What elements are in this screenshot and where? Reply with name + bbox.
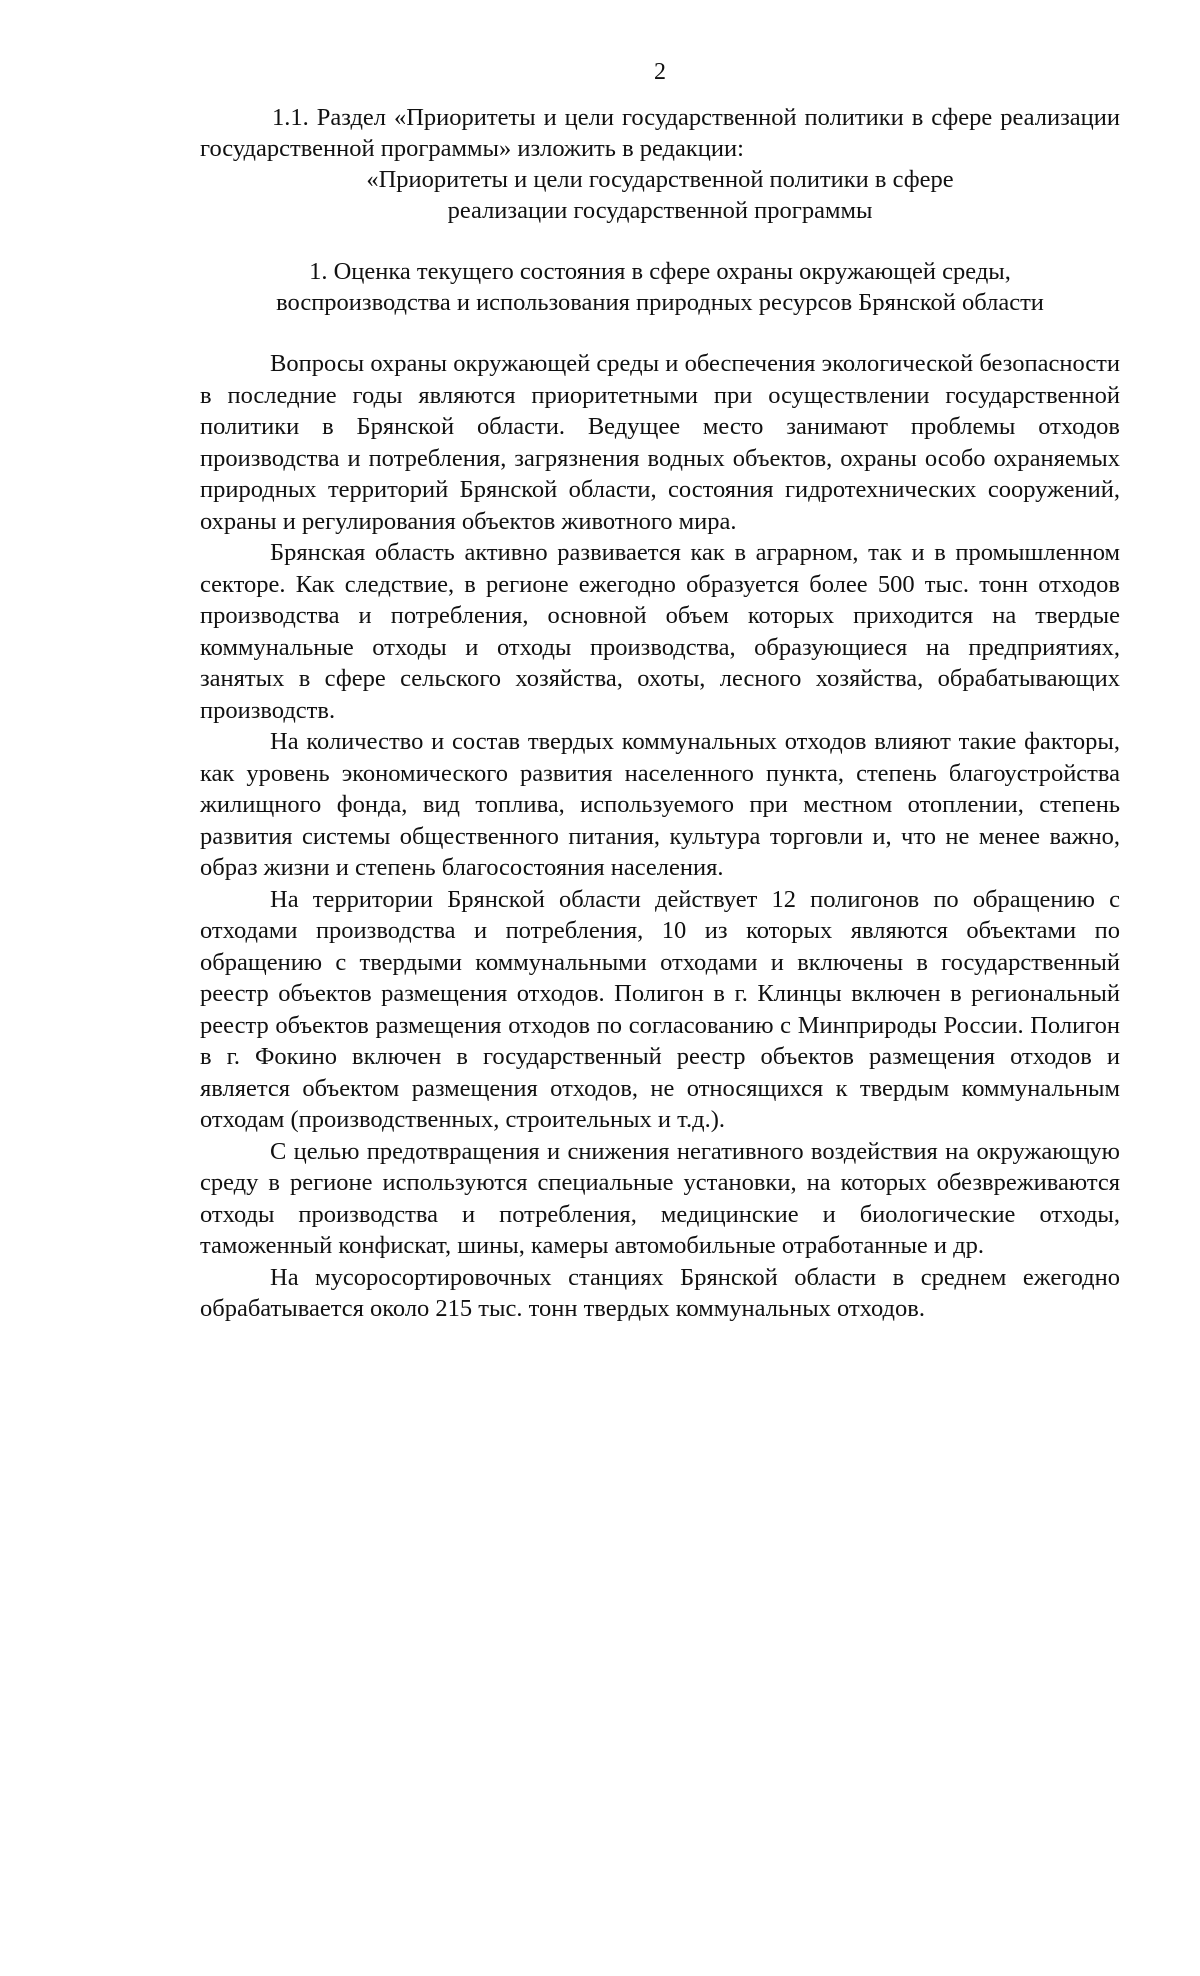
body-paragraph: С целью предотвращения и снижения негативного воздействия на окружающую среду в регионе используются специальные установки, на которых обезвреживаются отходы производства и потребления, медицинские и биологические отходы, таможенный конфискат, шины, камеры автомобильные отработанные и др. <box>200 1137 1120 1259</box>
section-heading-line-1: 1. Оценка текущего состояния в сфере охраны окружающей среды, <box>309 258 1011 285</box>
body-paragraph: На мусоросортировочных станциях Брянской области в среднем ежегодно обрабатывается около 215 тыс. тонн твердых коммунальных отходов. <box>200 1263 1120 1322</box>
body-paragraph: На территории Брянской области действует 12 полигонов по обращению с отходами производства и потребления, 10 из которых являются объектами по обращению с твердыми коммунальными отходами и включены в государственный реестр объектов размещения отходов. Полигон в г. Клинцы включен в региональный реестр объектов размещения отходов по согласованию с Минприроды России. Полигон в г. Фокино включен в государственный реестр объектов размещения отходов и является объектом размещения отходов, не относящихся к твердым коммунальным отходам (производственных, строительных и т.д.). <box>200 885 1120 1133</box>
section-heading <box>200 256 1120 318</box>
amendment-intro: 1.1. Раздел «Приоритеты и цели государственной политики в сфере реализации государственной программы» изложить в редакции: <box>200 104 1120 162</box>
body-paragraph: На количество и состав твердых коммунальных отходов влияют такие факторы, как уровень экономического развития населенного пункта, степень благоустройства жилищного фонда, вид топлива, используемого при местном отоплении, степень развития системы общественного питания, культура торговли и, что не менее важно, образ жизни и степень благосостояния населения. <box>200 728 1120 881</box>
body-paragraph: Брянская область активно развивается как в аграрном, так и в промышленном секторе. Как следствие, в регионе ежегодно образуется более 500 тыс. тонн отходов производства и потребления, основной объем которых приходится на твердые коммунальные отходы и отходы производства, образующиеся на предприятиях, занятых в сфере сельского хозяйства, охоты, лесного хозяйства, обрабатывающих производств. <box>200 539 1120 724</box>
body-paragraph: Вопросы охраны окружающей среды и обеспечения экологической безопасности в последние годы являются приоритетными при осуществлении государственной политики в Брянской области. Ведущее место занимают проблемы отходов производства и потребления, загрязнения водных объектов, охраны особо охраняемых природных территорий Брянской области, состояния гидротехнических сооружений, охраны и регулирования объектов животного мира. <box>200 350 1120 535</box>
section-heading-line-2: воспроизводства и использования природных ресурсов Брянской области <box>276 289 1044 316</box>
document-page <box>200 56 1120 1325</box>
page-number: 2 <box>654 59 666 85</box>
quoted-section-title-line-2: реализации государственной программы <box>447 197 873 224</box>
quoted-section-title-line-1: «Приоритеты и цели государственной политики в сфере <box>366 166 954 193</box>
